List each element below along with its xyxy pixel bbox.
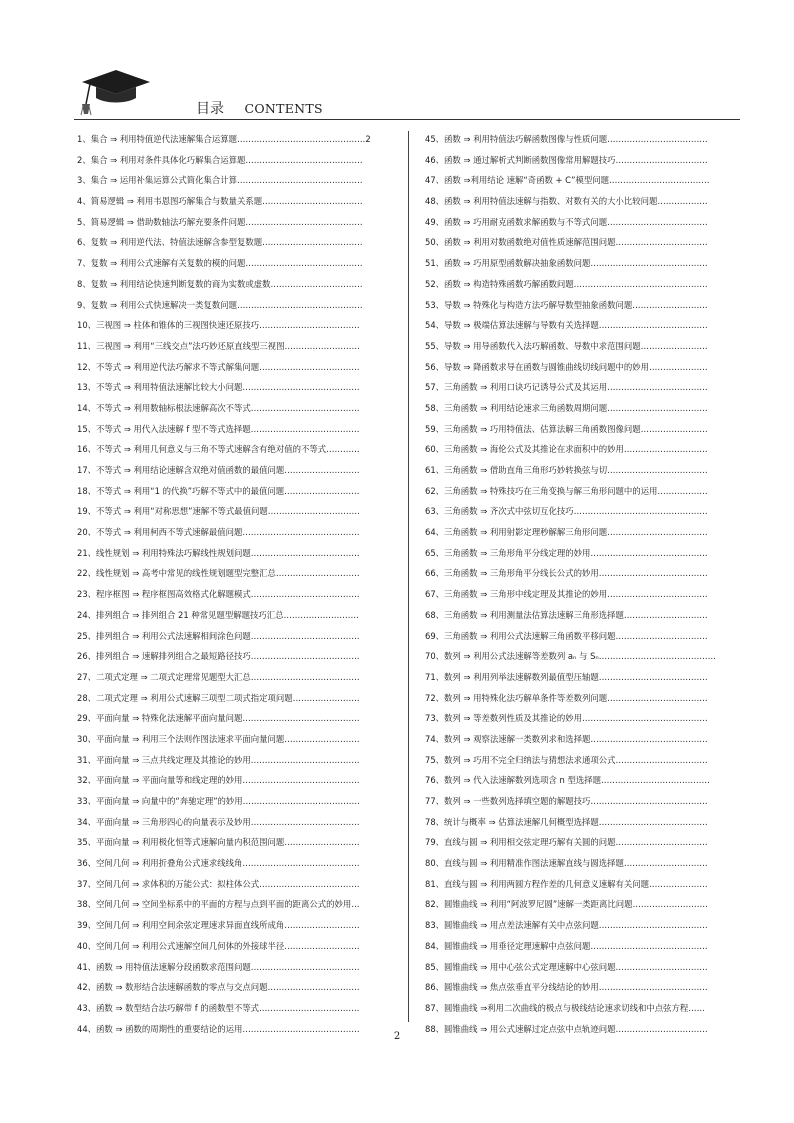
toc-entry[interactable]: 51、函数 ⇒ 巧用原型函数解决抽象函数问题…………………………………… [425, 258, 708, 269]
toc-entry[interactable]: 86、圆锥曲线 ⇒ 焦点弦垂直平分线结论的妙用………………………………… [425, 982, 708, 993]
toc-entry[interactable]: 42、函数 ⇒ 数形结合法速解函数的零点与交点问题…………………………… [77, 982, 360, 993]
toc-entry[interactable]: 56、导数 ⇒ 降函数求导在函数与圆锥曲线切线问题中的妙用………………… [425, 361, 708, 372]
toc-entry[interactable]: 24、排列组合 ⇒ 排列组合 21 种常见题型解题技巧汇总……………………… [77, 609, 359, 620]
toc-entry[interactable]: 84、圆锥曲线 ⇒ 用垂径定理速解中点弦问题…………………………………… [425, 940, 708, 951]
toc-entry[interactable]: 15、不等式 ⇒ 用代入法速解 f 型不等式选择题………………………………… [77, 423, 360, 434]
toc-entry[interactable]: 81、直线与圆 ⇒ 利用两圆方程作差的几何意义速解有关问题………………… [425, 878, 708, 889]
toc-entry[interactable]: 61、三角函数 ⇒ 借助直角三角形巧妙转换弦与切……………………………… [425, 465, 708, 475]
toc-entry[interactable]: 60、三角函数 ⇒ 海伦公式及其推论在求面积中的妙用………………………… [425, 444, 708, 455]
toc-entry[interactable]: 59、三角函数 ⇒ 巧用特值法、估算法解三角函数图像问题…………………… [425, 423, 708, 434]
page-title [196, 98, 323, 118]
toc-entry[interactable]: 39、空间几何 ⇒ 利用空间余弦定理速求异面直线所成角……………………… [77, 920, 360, 931]
header-rule [74, 119, 740, 120]
toc-entry[interactable]: 63、三角函数 ⇒ 齐次式中弦切互化技巧………………………………………… [425, 506, 708, 517]
toc-entry[interactable]: 33、平面向量 ⇒ 向量中的“奔驰定理”的妙用…………………………………… [77, 796, 360, 806]
toc-entry[interactable]: 83、圆锥曲线 ⇒ 用点差法速解有关中点弦问题………………………………… [425, 920, 708, 931]
toc-entry[interactable]: 71、数列 ⇒ 利用列举法速解数列最值型压轴题………………………………… [425, 671, 708, 682]
toc-entry[interactable]: 88、圆锥曲线 ⇒ 用公式速解过定点弦中点轨迹问题…………………………… [425, 1023, 708, 1034]
toc-entry[interactable]: 36、空间几何 ⇒ 利用折叠角公式速求线线角…………………………………… [77, 858, 360, 869]
toc-entry[interactable]: 40、空间几何 ⇒ 利用公式速解空间几何体的外接球半径……………………… [77, 940, 360, 951]
toc-entry[interactable]: 29、平面向量 ⇒ 特殊化法速解平面向量问题…………………………………… [77, 713, 360, 724]
page-header [0, 0, 794, 125]
toc-entry[interactable]: 50、函数 ⇒ 利用对数函数绝对值性质速解范围问题…………………………… [425, 237, 708, 248]
toc-entry[interactable]: 19、不等式 ⇒ 利用“对称思想”速解不等式最值问题…………………………… [77, 506, 360, 517]
toc-entry[interactable]: 17、不等式 ⇒ 利用结论速解含双绝对值函数的最值问题……………………… [77, 465, 360, 475]
toc-entry[interactable]: 43、函数 ⇒ 数型结合法巧解带 f 的函数型不等式……………………………… [77, 1002, 360, 1013]
toc-entry[interactable]: 77、数列 ⇒ 一些数列选择填空题的解题技巧…………………………………… [425, 796, 708, 806]
toc-entry[interactable]: 22、线性规划 ⇒ 高考中常见的线性规划题型完整汇总………………………… [77, 568, 360, 579]
toc-entry[interactable]: 45、函数 ⇒ 利用特值法巧解函数图像与性质问题……………………………… [425, 134, 708, 144]
toc-entry[interactable]: 75、数列 ⇒ 巧用不完全归纳法与猜想法求通项公式…………………………… [425, 754, 708, 765]
toc-entry[interactable]: 79、直线与圆 ⇒ 利用相交弦定理巧解有关圆的问题…………………………… [425, 837, 708, 848]
toc-entry[interactable]: 68、三角函数 ⇒ 利用测量法估算法速解三角形选择题………………………… [425, 609, 708, 620]
toc-entry[interactable]: 87、圆锥曲线 ⇒利用二次曲线的极点与极线结论速求切线和中点弦方程…… [425, 1002, 705, 1013]
toc-entry[interactable]: 76、数列 ⇒ 代入法速解数列选项含 n 型选择题………………………………… [425, 775, 710, 786]
toc-entry[interactable]: 74、数列 ⇒ 观察法速解一类数列求和选择题…………………………………… [425, 733, 708, 744]
page-number: 2 [393, 1031, 401, 1042]
toc-right-column [425, 129, 753, 1039]
title-english: CONTENTS [244, 101, 323, 116]
toc-entry[interactable]: 85、圆锥曲线 ⇒ 用中心弦公式定理速解中心弦问题…………………………… [425, 961, 708, 972]
toc-entry[interactable]: 35、平面向量 ⇒ 利用极化恒等式速解向量内积范围问题……………………… [77, 837, 360, 848]
toc-entry[interactable]: 1、集合 ⇒ 利用特值逆代法速解集合运算题……………………………………….2 [77, 134, 371, 144]
toc-entry[interactable]: 11、三视图 ⇒ 利用“三线交点”法巧妙还原直线型三视图……………………… [77, 340, 360, 351]
toc-entry[interactable]: 67、三角函数 ⇒ 三角形中线定理及其推论的妙用……………………………… [425, 589, 708, 600]
toc-entry[interactable]: 80、直线与圆 ⇒ 利用精准作图法速解直线与圆选择题………………………… [425, 858, 708, 869]
toc-entry[interactable]: 69、三角函数 ⇒ 利用公式法速解三角函数平移问题…………………………… [425, 630, 708, 641]
toc-entry[interactable]: 52、函数 ⇒ 构造特殊函数巧解函数问题………………………………………… [425, 278, 708, 289]
toc-entry[interactable]: 20、不等式 ⇒ 利用柯西不等式速解最值问题…………………………………… [77, 527, 360, 538]
column-divider [408, 131, 409, 1022]
toc-entry[interactable]: 78、统计与概率 ⇒ 估算法速解几何概型选择题………………………………… [425, 816, 708, 827]
toc-entry[interactable]: 70、数列 ⇒ 利用公式法速解等差数列 aₙ 与 Sₙ…………………………………… [425, 651, 716, 662]
toc-entry[interactable]: 14、不等式 ⇒ 利用数轴标根法速解高次不等式………………………………… [77, 402, 360, 413]
toc-entry[interactable]: 28、二项式定理 ⇒ 利用公式速解三项型二项式指定项问题…………………… [77, 692, 360, 703]
toc-entry[interactable]: 53、导数 ⇒ 特殊化与构造方法巧解导数型抽象函数问题……………………… [425, 299, 708, 310]
toc-entry[interactable]: 4、简易逻辑 ⇒ 利用韦恩图巧解集合与数量关系题……………………………… [77, 196, 363, 207]
toc-entry[interactable]: 65、三角函数 ⇒ 三角形角平分线定理的妙用…………………………………… [425, 547, 708, 558]
toc-entry[interactable]: 10、三视图 ⇒ 柱体和锥体的三视图快速还原技巧……………………………… [77, 320, 360, 331]
toc-entry[interactable]: 23、程序框图 ⇒ 程序框图高效格式化解题模式………………………………… [77, 589, 360, 600]
toc-entry[interactable]: 9、复数 ⇒ 利用公式快速解决一类复数问题……………………………………… [77, 299, 363, 310]
toc-left-column [77, 129, 405, 1039]
toc-entry[interactable]: 62、三角函数 ⇒ 特殊技巧在三角变换与解三角形问题中的运用……………… [425, 485, 708, 496]
toc-entry[interactable]: 37、空间几何 ⇒ 求体积的万能公式：拟柱体公式……………………………… [77, 878, 360, 889]
toc-entry[interactable]: 27、二项式定理 ⇒ 二项式定理常见题型大汇总………………………………… [77, 671, 360, 682]
toc-entry[interactable]: 16、不等式 ⇒ 利用几何意义与三角不等式速解含有绝对值的不等式………… [77, 444, 360, 455]
toc-entry[interactable]: 2、集合 ⇒ 利用对条件具体化巧解集合运算题…………………………………… [77, 154, 363, 165]
graduation-cap-icon [72, 68, 156, 116]
toc-entry[interactable]: 58、三角函数 ⇒ 利用结论速求三角函数周期问题……………………………… [425, 402, 708, 413]
toc-entry[interactable]: 12、不等式 ⇒ 利用逆代法巧解求不等式解集问题……………………………… [77, 361, 360, 372]
toc-entry[interactable]: 34、平面向量 ⇒ 三角形四心的向量表示及妙用………………………………… [77, 816, 360, 827]
toc-entry[interactable]: 54、导数 ⇒ 极端估算法速解与导数有关选择题………………………………… [425, 320, 708, 331]
toc-entry[interactable]: 18、不等式 ⇒ 利用“1 的代换”巧解不等式中的最值问题……………………… [77, 485, 360, 496]
toc-entry[interactable]: 48、函数 ⇒ 利用特值法速解与指数、对数有关的大小比较问题……………… [425, 196, 708, 207]
toc-entry[interactable]: 30、平面向量 ⇒ 利用三个法则作图法速求平面向量问题……………………… [77, 733, 360, 744]
toc-entry[interactable]: 6、复数 ⇒ 利用逆代法、特值法速解含参型复数题……………………………… [77, 237, 363, 248]
toc-entry[interactable]: 8、复数 ⇒ 利用结论快速判断复数的商为实数或虚数…………………………… [77, 278, 363, 289]
toc-entry[interactable]: 25、排列组合 ⇒ 利用公式法速解相间涂色问题………………………………… [77, 630, 360, 641]
toc-entry[interactable]: 31、平面向量 ⇒ 三点共线定理及其推论的妙用………………………………… [77, 754, 360, 765]
toc-entry[interactable]: 44、函数 ⇒ 函数的周期性的重要结论的运用…………………………………… [77, 1023, 360, 1034]
toc-entry[interactable]: 72、数列 ⇒ 用特殊化法巧解单条件等差数列问题……………………………… [425, 692, 708, 703]
toc-entry[interactable]: 73、数列 ⇒ 等差数列性质及其推论的妙用……………………………………… [425, 713, 708, 724]
toc-entry[interactable]: 7、复数 ⇒ 利用公式速解有关复数的模的问题…………………………………… [77, 258, 363, 269]
toc-entry[interactable]: 13、不等式 ⇒ 利用特值法速解比较大小问题…………………………………… [77, 382, 360, 393]
toc-entry[interactable]: 26、排列组合 ⇒ 速解排列组合之最短路径技巧………………………………… [77, 651, 360, 662]
toc-entry[interactable]: 5、简易逻辑 ⇒ 借助数轴法巧解充要条件问题…………………………………… [77, 216, 363, 227]
toc-entry[interactable]: 55、导数 ⇒ 用导函数代入法巧解函数、导数中求范围问题…………………… [425, 340, 708, 351]
toc-entry[interactable]: 66、三角函数 ⇒ 三角形角平分线长公式的妙用………………………………… [425, 568, 708, 579]
toc-entry[interactable]: 57、三角函数 ⇒ 利用口诀巧记诱导公式及其运用……………………………… [425, 382, 708, 393]
toc-entry[interactable]: 38、空间几何 ⇒ 空间坐标系中的平面的方程与点到平面的距离公式的妙用… [77, 899, 360, 910]
toc-entry[interactable]: 49、函数 ⇒ 巧用耐克函数求解函数与不等式问题……………………………… [425, 216, 708, 227]
toc-entry[interactable]: 32、平面向量 ⇒ 平面向量等和线定理的妙用…………………………………… [77, 775, 360, 786]
toc-entry[interactable]: 82、圆锥曲线 ⇒ 利用“阿波罗尼圆”速解一类距离比问题……………………… [425, 899, 708, 910]
toc-entry[interactable]: 64、三角函数 ⇒ 利用射影定理秒解解三角形问题……………………………… [425, 527, 708, 538]
toc-entry[interactable]: 3、集合 ⇒ 运用补集运算公式简化集合计算……………………………………… [77, 175, 363, 186]
toc-entry[interactable]: 41、函数 ⇒ 用特值法速解分段函数求范围问题………………………………… [77, 961, 360, 972]
toc-entry[interactable]: 46、函数 ⇒ 通过解析式判断函数图像常用解题技巧…………………………… [425, 154, 708, 165]
title-chinese: 目录 [196, 101, 224, 117]
toc-entry[interactable]: 21、线性规划 ⇒ 利用特殊法巧解线性规划问题………………………………… [77, 547, 360, 558]
toc-entry[interactable]: 47、函数 ⇒利用结论 速解“奇函数 + C”模型问题……………………………… [425, 175, 710, 186]
